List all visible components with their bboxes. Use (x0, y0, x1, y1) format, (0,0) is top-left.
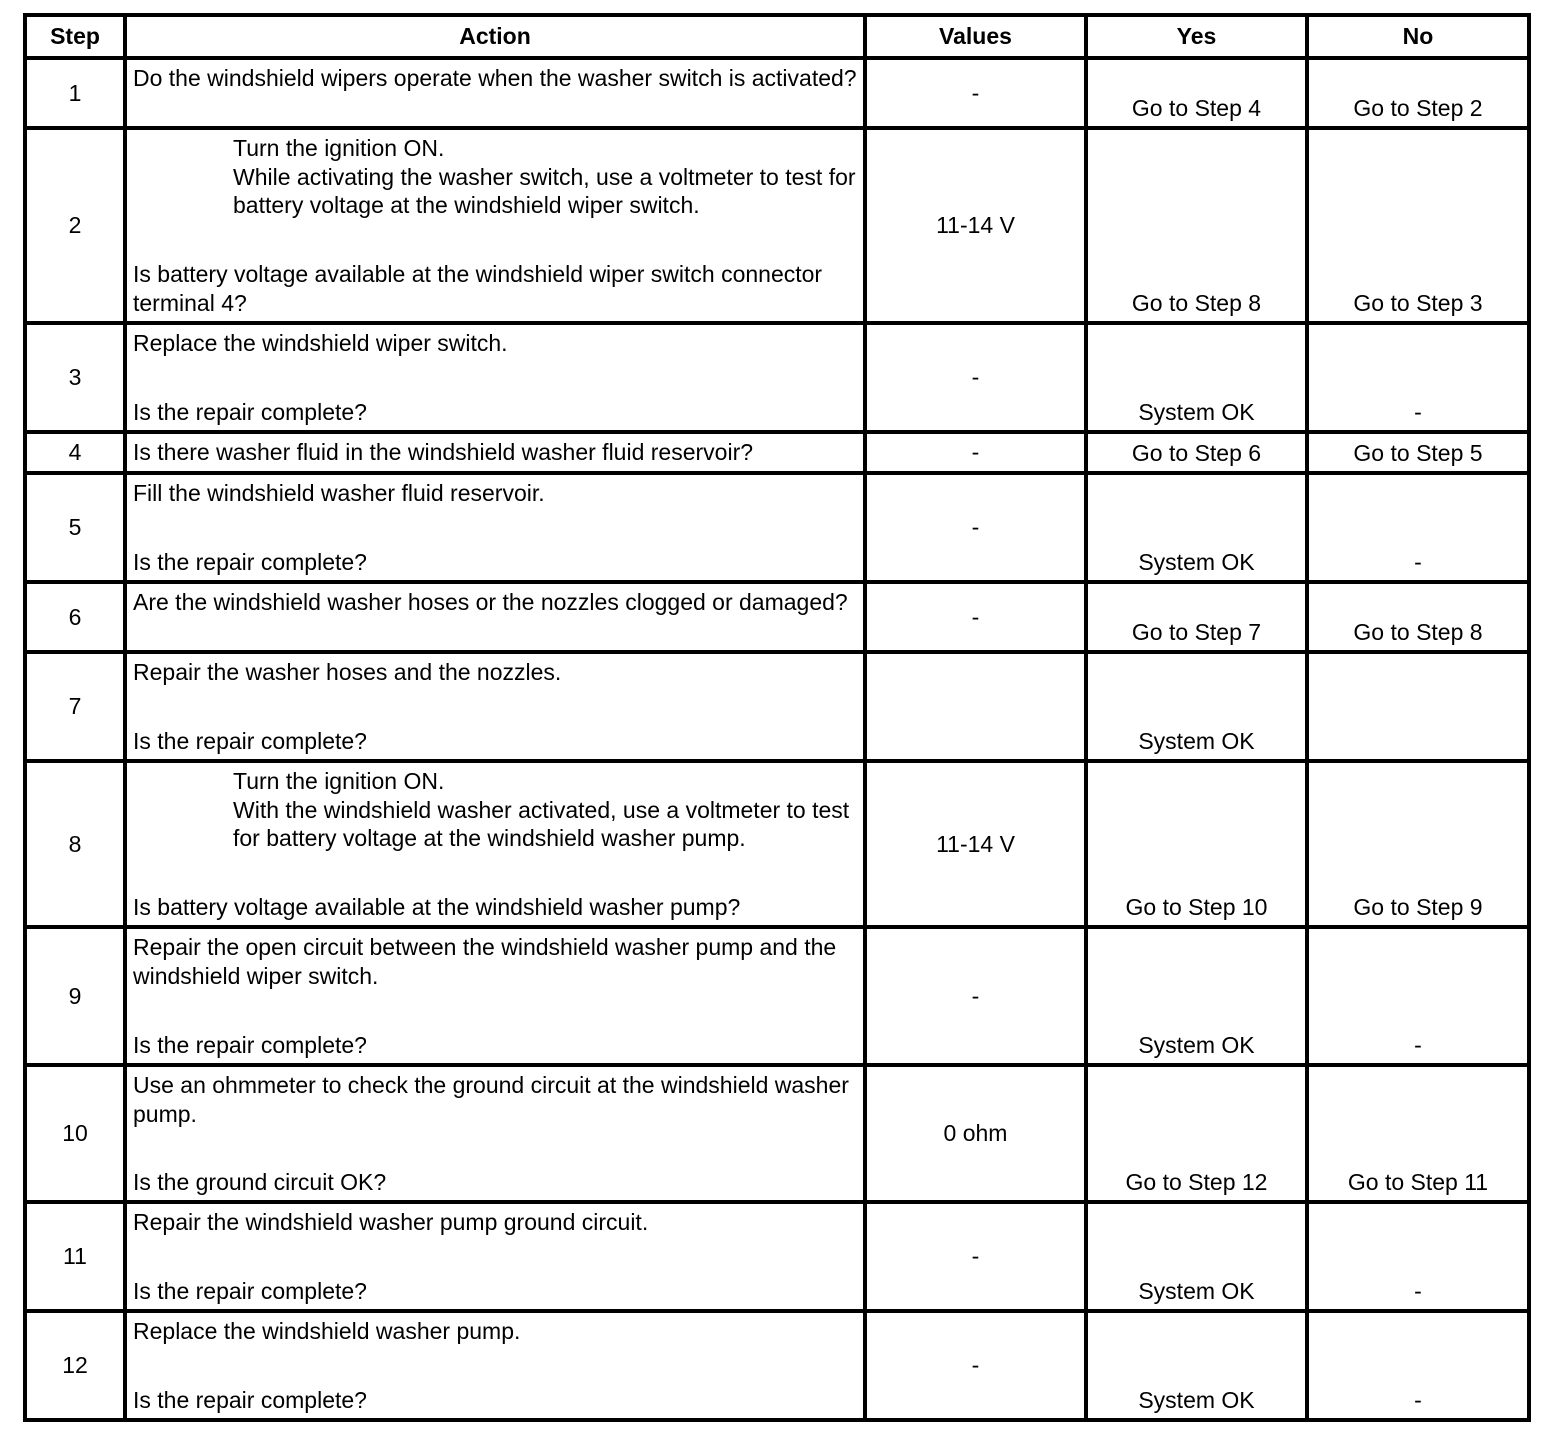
action-substep: While activating the washer switch, use a voltmeter to test for battery voltage at the windshield wiper switch. (233, 163, 856, 218)
yes-cell: System OK (1086, 652, 1307, 761)
action-text: Are the windshield washer hoses or the nozzles clogged or damaged? (125, 582, 865, 652)
no-cell: Go to Step 2 (1307, 58, 1529, 128)
action-substep: With the windshield washer activated, use a voltmeter to test for battery voltage at the windshield washer pump. (233, 796, 850, 851)
table-row (25, 128, 1529, 323)
values-cell: - (865, 432, 1086, 473)
action-question: Is the ground circuit OK? (133, 1168, 387, 1195)
values-cell: - (865, 1202, 1086, 1311)
header-values: Values (865, 15, 1086, 58)
values-cell: 11-14 V (865, 761, 1086, 927)
yes-cell: Go to Step 7 (1086, 582, 1307, 652)
no-cell: - (1307, 1202, 1529, 1311)
yes-cell: System OK (1086, 323, 1307, 432)
table-row (25, 323, 1529, 432)
action-text: Is there washer fluid in the windshield washer fluid reservoir? (125, 432, 865, 473)
action-cell (125, 1202, 865, 1311)
yes-cell: Go to Step 8 (1086, 128, 1307, 323)
action-text: Repair the washer hoses and the nozzles. (133, 659, 562, 685)
values-cell: - (865, 58, 1086, 128)
no-cell: Go to Step 11 (1307, 1065, 1529, 1202)
values-cell: - (865, 1311, 1086, 1420)
yes-cell: Go to Step 12 (1086, 1065, 1307, 1202)
yes-cell: Go to Step 4 (1086, 58, 1307, 128)
no-cell: - (1307, 1311, 1529, 1420)
values-cell: - (865, 582, 1086, 652)
step-number: 7 (25, 652, 125, 761)
action-text: Use an ohmmeter to check the ground circuit at the windshield washer pump. (133, 1072, 849, 1127)
values-cell: 11-14 V (865, 128, 1086, 323)
table-row (25, 927, 1529, 1065)
action-question: Is the repair complete? (133, 727, 367, 754)
table-row (25, 1311, 1529, 1420)
action-cell (125, 927, 865, 1065)
action-substep: Turn the ignition ON. (233, 135, 445, 161)
action-question: Is the repair complete? (133, 398, 367, 425)
no-cell: Go to Step 5 (1307, 432, 1529, 473)
action-cell (125, 652, 865, 761)
action-substep: Turn the ignition ON. (233, 768, 445, 794)
table-row (25, 582, 1529, 652)
action-cell (125, 761, 865, 927)
values-cell: 0 ohm (865, 1065, 1086, 1202)
action-text: Do the windshield wipers operate when the washer switch is activated? (125, 58, 865, 128)
yes-cell: System OK (1086, 1311, 1307, 1420)
action-cell (125, 473, 865, 582)
no-cell: - (1307, 323, 1529, 432)
action-cell (125, 1065, 865, 1202)
diagnostic-table (23, 13, 1531, 1422)
yes-cell: System OK (1086, 473, 1307, 582)
no-cell: - (1307, 473, 1529, 582)
table-row (25, 1202, 1529, 1311)
yes-cell: Go to Step 10 (1086, 761, 1307, 927)
step-number: 5 (25, 473, 125, 582)
yes-cell: System OK (1086, 1202, 1307, 1311)
action-question: Is battery voltage available at the windshield washer pump? (133, 893, 741, 920)
action-text: Repair the windshield washer pump ground circuit. (133, 1209, 649, 1235)
step-number: 6 (25, 582, 125, 652)
step-number: 1 (25, 58, 125, 128)
yes-cell: Go to Step 6 (1086, 432, 1307, 473)
step-number: 9 (25, 927, 125, 1065)
table-row (25, 473, 1529, 582)
action-text: Replace the windshield washer pump. (133, 1318, 521, 1344)
values-cell: - (865, 927, 1086, 1065)
table-row (25, 432, 1529, 473)
action-cell (125, 323, 865, 432)
step-number: 4 (25, 432, 125, 473)
no-cell: - (1307, 927, 1529, 1065)
no-cell: Go to Step 8 (1307, 582, 1529, 652)
header-no: No (1307, 15, 1529, 58)
step-number: 3 (25, 323, 125, 432)
header-yes: Yes (1086, 15, 1307, 58)
action-text: Fill the windshield washer fluid reservoir. (133, 480, 545, 506)
step-number: 12 (25, 1311, 125, 1420)
action-question: Is the repair complete? (133, 1031, 367, 1058)
no-cell (1307, 652, 1529, 761)
action-question: Is the repair complete? (133, 1277, 367, 1304)
action-question: Is battery voltage available at the windshield wiper switch connector terminal 4? (133, 261, 823, 316)
action-cell (125, 128, 865, 323)
values-cell (865, 652, 1086, 761)
step-number: 11 (25, 1202, 125, 1311)
action-question: Is the repair complete? (133, 1386, 367, 1413)
table-row (25, 1065, 1529, 1202)
header-row (25, 15, 1529, 58)
table-row (25, 652, 1529, 761)
action-text: Repair the open circuit between the windshield washer pump and the windshield wiper switch. (133, 934, 837, 989)
no-cell: Go to Step 9 (1307, 761, 1529, 927)
table-row (25, 58, 1529, 128)
step-number: 8 (25, 761, 125, 927)
action-cell (125, 1311, 865, 1420)
header-action: Action (125, 15, 865, 58)
yes-cell: System OK (1086, 927, 1307, 1065)
no-cell: Go to Step 3 (1307, 128, 1529, 323)
values-cell: - (865, 473, 1086, 582)
values-cell: - (865, 323, 1086, 432)
table-row (25, 761, 1529, 927)
step-number: 2 (25, 128, 125, 323)
header-step: Step (25, 15, 125, 58)
action-question: Is the repair complete? (133, 548, 367, 575)
step-number: 10 (25, 1065, 125, 1202)
action-text: Replace the windshield wiper switch. (133, 330, 508, 356)
